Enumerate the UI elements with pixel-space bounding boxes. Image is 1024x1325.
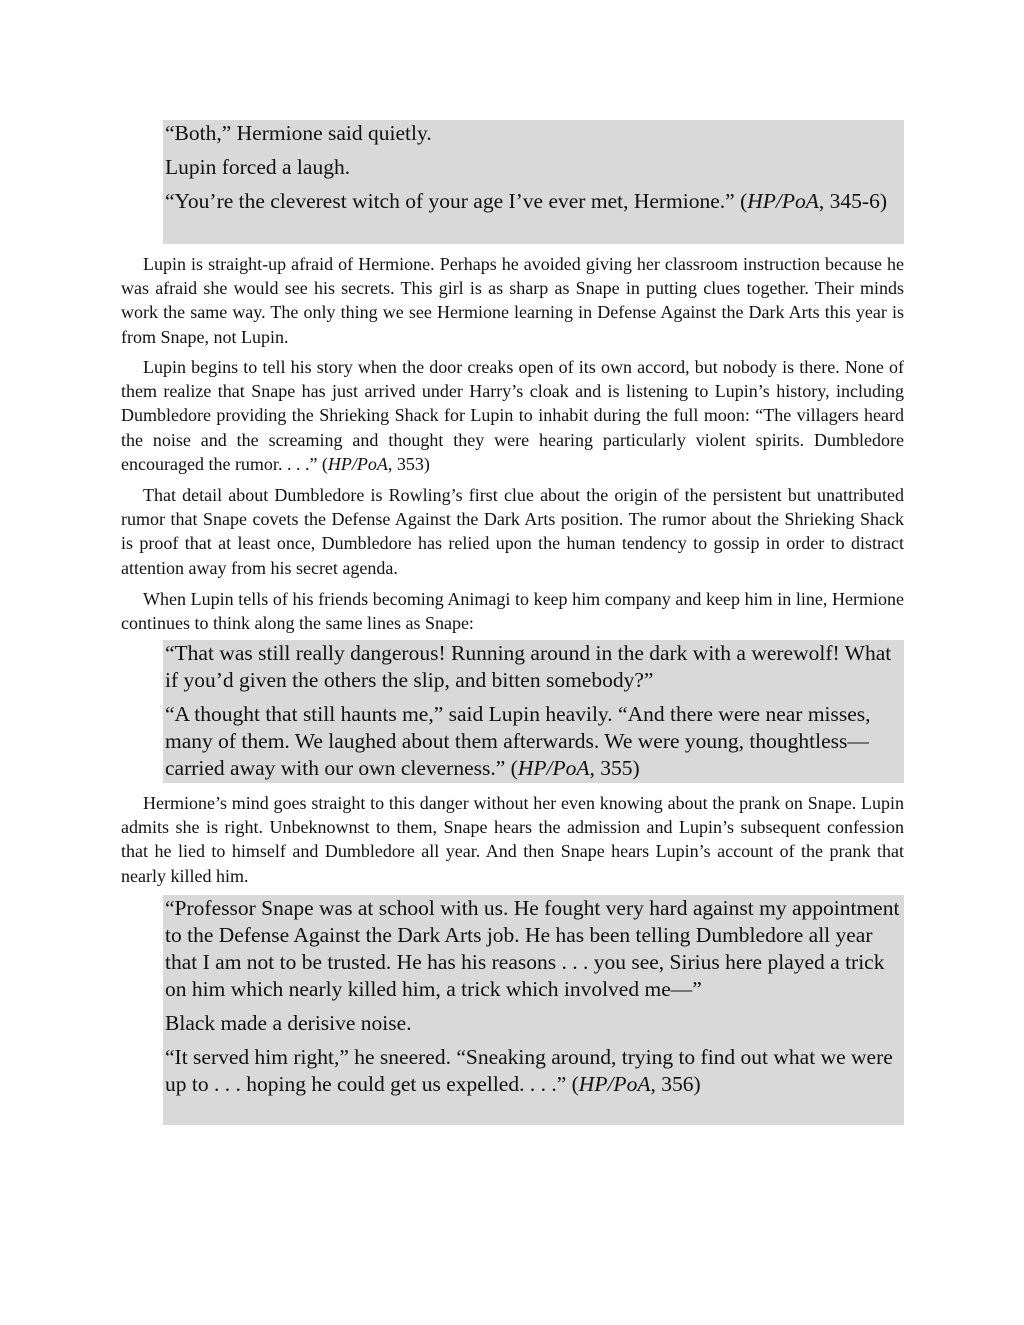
- quote-line: Black made a derisive noise.: [165, 1011, 412, 1035]
- block-quote-2: [163, 640, 904, 783]
- body-paragraph: Lupin is straight-up afraid of Hermione. Perhaps he avoided giving her classroom instruction because he was afraid she would see his secrets. This girl is as sharp as Snape in putting clues together. Their minds work the same way. The only thing we see Hermione learning in Defense Against the Dark Arts this year is from Snape, not Lupin.: [121, 254, 904, 347]
- body-paragraph: When Lupin tells of his friends becoming Animagi to keep him company and keep him in line, Hermione continues to think along the same lines as Snape:: [121, 589, 904, 634]
- quote-line: “That was still really dangerous! Running around in the dark with a werewolf! What if you’d given the others the slip, and bitten somebody?”: [165, 641, 892, 692]
- citation: HP/PoA: [578, 1072, 651, 1096]
- block-quote-3: [163, 895, 904, 1125]
- quote-line: “A thought that still haunts me,” said Lupin heavily. “And there were near misses, many of them. We laughed about them afterwards. We were young, thoughtless—carried away with our own cleverness.” (HP/PoA, 355): [165, 702, 871, 780]
- citation: HP/PoA: [747, 189, 819, 213]
- body-paragraph: Lupin begins to tell his story when the door creaks open of its own accord, but nobody is there. None of them realize that Snape has just arrived under Harry’s cloak and is listening to Lupin’s history, including Dumbledore providing the Shrieking Shack for Lupin to inhabit during the full moon: “The villagers heard the noise and the screaming and thought they were hearing particularly violent spirits. Dumbledore encouraged the rumor. . . .” (HP/PoA, 353): [121, 357, 904, 474]
- body-paragraph: That detail about Dumbledore is Rowling’s first clue about the origin of the persistent but unattributed rumor that Snape covets the Defense Against the Dark Arts position. The rumor about the Shrieking Shack is proof that at least once, Dumbledore has relied upon the human tendency to gossip in order to distract attention away from his secret agenda.: [121, 485, 904, 578]
- block-quote-1: [163, 120, 904, 244]
- quote-line: “You’re the cleverest witch of your age I’ve ever met, Hermione.” (HP/PoA, 345-6): [165, 189, 887, 213]
- quote-line: “Professor Snape was at school with us. He fought very hard against my appointment to the Defense Against the Dark Arts job. He has been telling Dumbledore all year that I am not to be trusted. He has his reasons . . . you see, Sirius here played a trick on him which nearly killed him, a trick which involved me—”: [165, 896, 900, 1001]
- body-paragraph: Hermione’s mind goes straight to this danger without her even knowing about the prank on Snape. Lupin admits she is right. Unbeknownst to them, Snape hears the admission and Lupin’s subsequent confession that he lied to himself and Dumbledore all year. And then Snape hears Lupin’s account of the prank that nearly killed him.: [121, 793, 904, 886]
- quote-line: “Both,” Hermione said quietly.: [165, 121, 432, 145]
- quote-line: “It served him right,” he sneered. “Sneaking around, trying to find out what we were up to . . . hoping he could get us expelled. . . .” (HP/PoA, 356): [165, 1045, 893, 1096]
- citation: HP/PoA: [327, 453, 388, 474]
- citation: HP/PoA: [517, 756, 590, 780]
- quote-line: Lupin forced a laugh.: [165, 155, 351, 179]
